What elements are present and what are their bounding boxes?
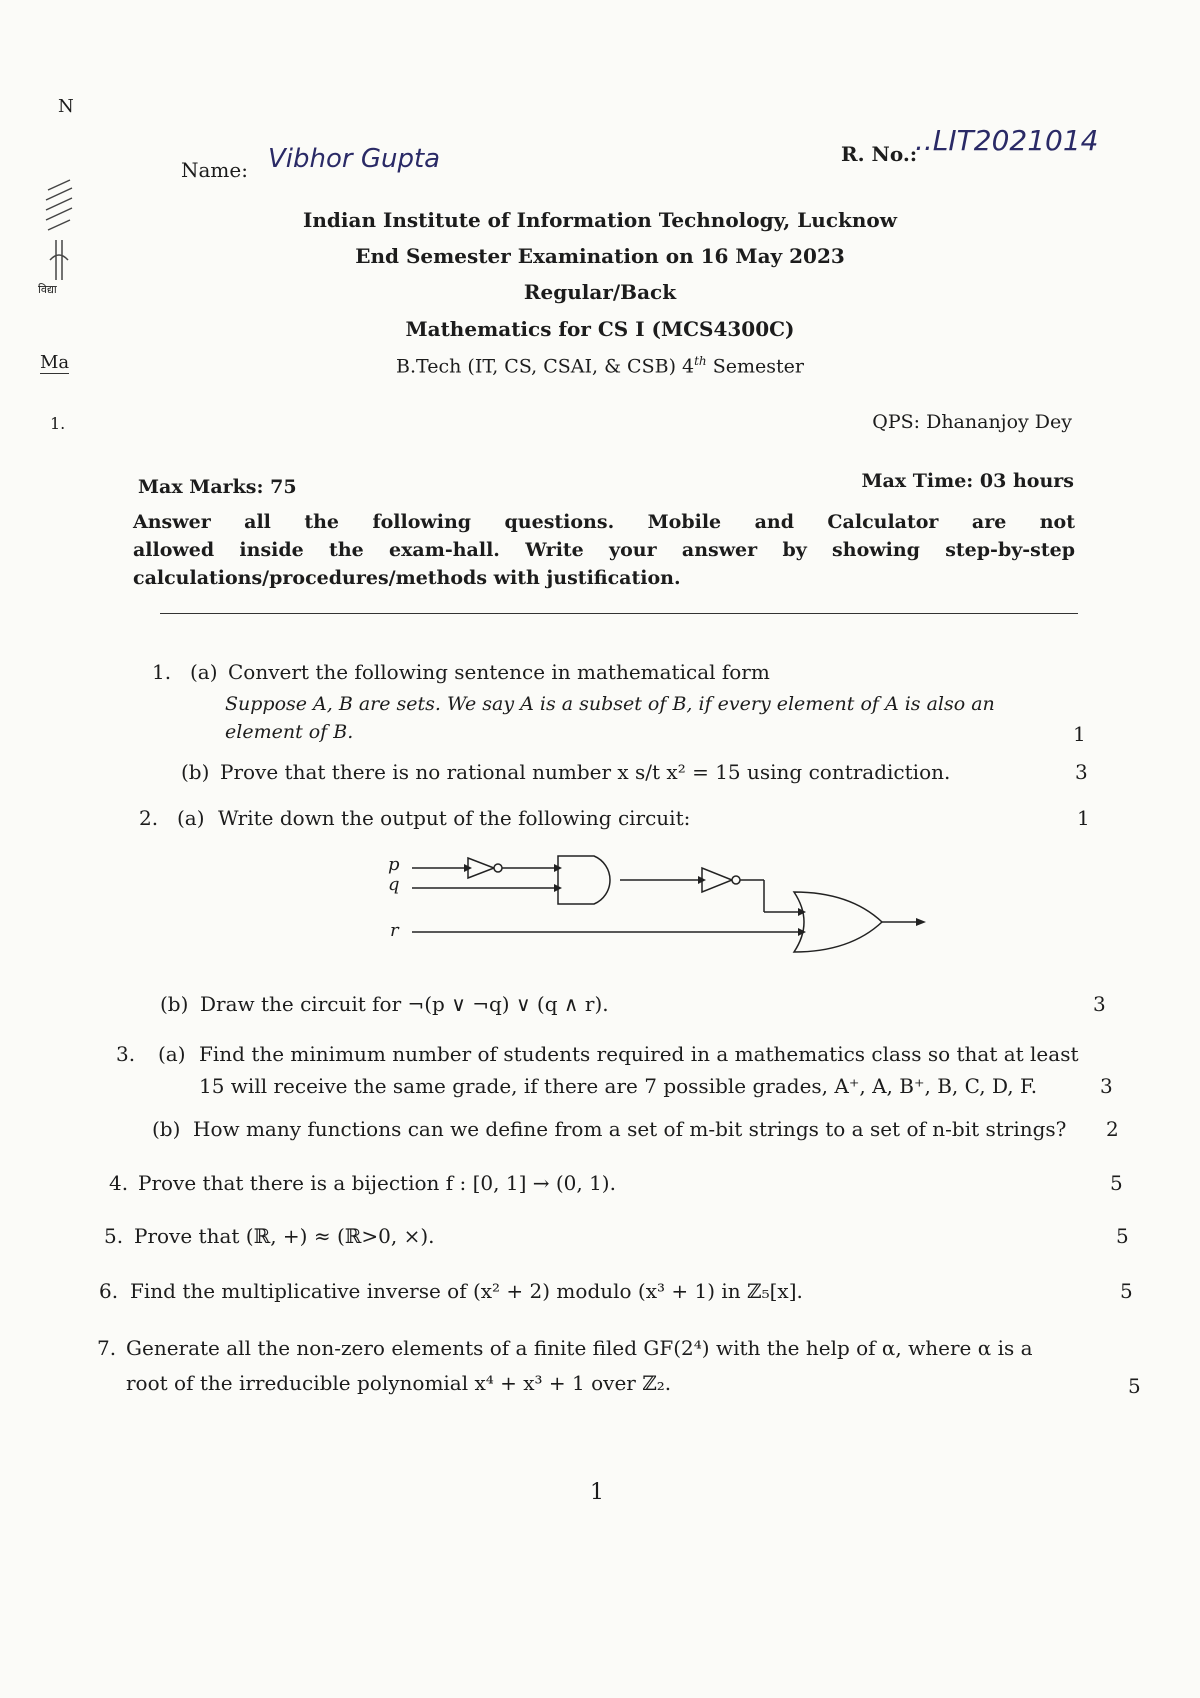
exam-title: End Semester Examination on 16 May 2023 [355,244,845,268]
max-time: Max Time: 03 hours [861,470,1074,492]
margin-ma: Ma [40,352,70,373]
q6-text: Find the multiplicative inverse of (x² + 2) modulo (x³ + 1) in ℤ₅[x]. [130,1279,803,1303]
q6-marks: 5 [1120,1279,1133,1303]
divider [160,613,1078,614]
max-marks: Max Marks: 75 [138,476,297,498]
or-gate [794,892,882,952]
logo-text: विद्या [38,283,57,296]
circuit-label-p: p [388,854,400,875]
not-gate-2 [702,868,732,892]
q2b-label: (b) [160,992,189,1016]
q5-marks: 5 [1116,1224,1129,1248]
program-suffix: Semester [706,355,804,378]
q1-number: 1. [152,660,172,684]
q7-marks: 5 [1128,1374,1141,1398]
q1a-quote-2: element of B. [225,721,354,743]
instructions-line-2: allowed inside the exam-hall. Write your answer by showing step-by-step [133,539,1075,561]
q2a-marks: 1 [1077,806,1090,830]
institute-name: Indian Institute of Information Technology, Lucknow [303,208,897,232]
q2b-marks: 3 [1093,992,1106,1016]
q5-text: Prove that (ℝ, +) ≈ (ℝ>0, ×). [134,1224,435,1248]
candidate-name: Vibhor Gupta [268,144,441,174]
q1a-marks: 1 [1073,722,1086,746]
q3b-label: (b) [152,1117,181,1141]
q1a-quote-1: Suppose A, B are sets. We say A is a subset of B, if every element of A is also an [225,693,995,715]
q3a-label: (a) [158,1042,186,1066]
q2b-text: Draw the circuit for ¬(p ∨ ¬q) ∨ (q ∧ r). [200,992,609,1016]
instructions-line-1: Answer all the following questions. Mobile and Calculator are not [133,511,1075,533]
q4-marks: 5 [1110,1171,1123,1195]
q1a-label: (a) [190,660,218,684]
q1b-text: Prove that there is no rational number x s/t x² = 15 using contradiction. [220,760,951,784]
q4-text: Prove that there is a bijection f : [0, 1] → (0, 1). [138,1171,616,1195]
q5-number: 5. [104,1224,124,1248]
and-gate [558,856,610,904]
course-title: Mathematics for CS I (MCS4300C) [405,317,795,341]
q2a-text: Write down the output of the following circuit: [218,806,691,830]
q3b-marks: 2 [1106,1117,1119,1141]
program [0,354,1200,377]
circuit-label-q: q [388,874,400,895]
roll-number: ..LIT2021014 [915,124,1099,157]
name-label: Name: [181,158,248,182]
margin-one: 1. [50,414,66,433]
margin-mark: N [58,96,74,117]
q6-number: 6. [99,1279,119,1303]
qps: QPS: Dhananjoy Dey [872,411,1072,433]
exam-type: Regular/Back [523,280,677,304]
circuit-label-r: r [390,920,399,941]
q7-text-1: Generate all the non-zero elements of a finite filed GF(2⁴) with the help of α, where α is a [126,1336,1033,1360]
q1b-marks: 3 [1075,760,1088,784]
q3-number: 3. [116,1042,136,1066]
q7-text-2: root of the irreducible polynomial x⁴ + x³ + 1 over ℤ₂. [126,1371,672,1395]
q3a-text-2: 15 will receive the same grade, if there are 7 possible grades, A⁺, A, B⁺, B, C, D, F. [199,1074,1038,1098]
q2a-label: (a) [177,806,205,830]
instructions-line-3: calculations/procedures/methods with justification. [133,567,681,589]
roll-label: R. No.: [841,142,918,166]
program-sup: th [694,354,707,368]
page-number: 1 [590,1480,604,1505]
q2-number: 2. [139,806,159,830]
logic-circuit [380,850,940,960]
program-prefix: B.Tech (IT, CS, CSAI, & CSB) 4 [396,355,695,378]
q4-number: 4. [109,1171,129,1195]
q3a-marks: 3 [1100,1074,1113,1098]
q3a-text-1: Find the minimum number of students required in a mathematics class so that at least [199,1042,1079,1066]
q1a-text: Convert the following sentence in mathematical form [228,660,770,684]
q7-number: 7. [97,1336,117,1360]
instructions [133,508,1075,592]
q1b-label: (b) [181,760,210,784]
q3b-text: How many functions can we define from a set of m-bit strings to a set of n-bit strings? [193,1117,1067,1141]
